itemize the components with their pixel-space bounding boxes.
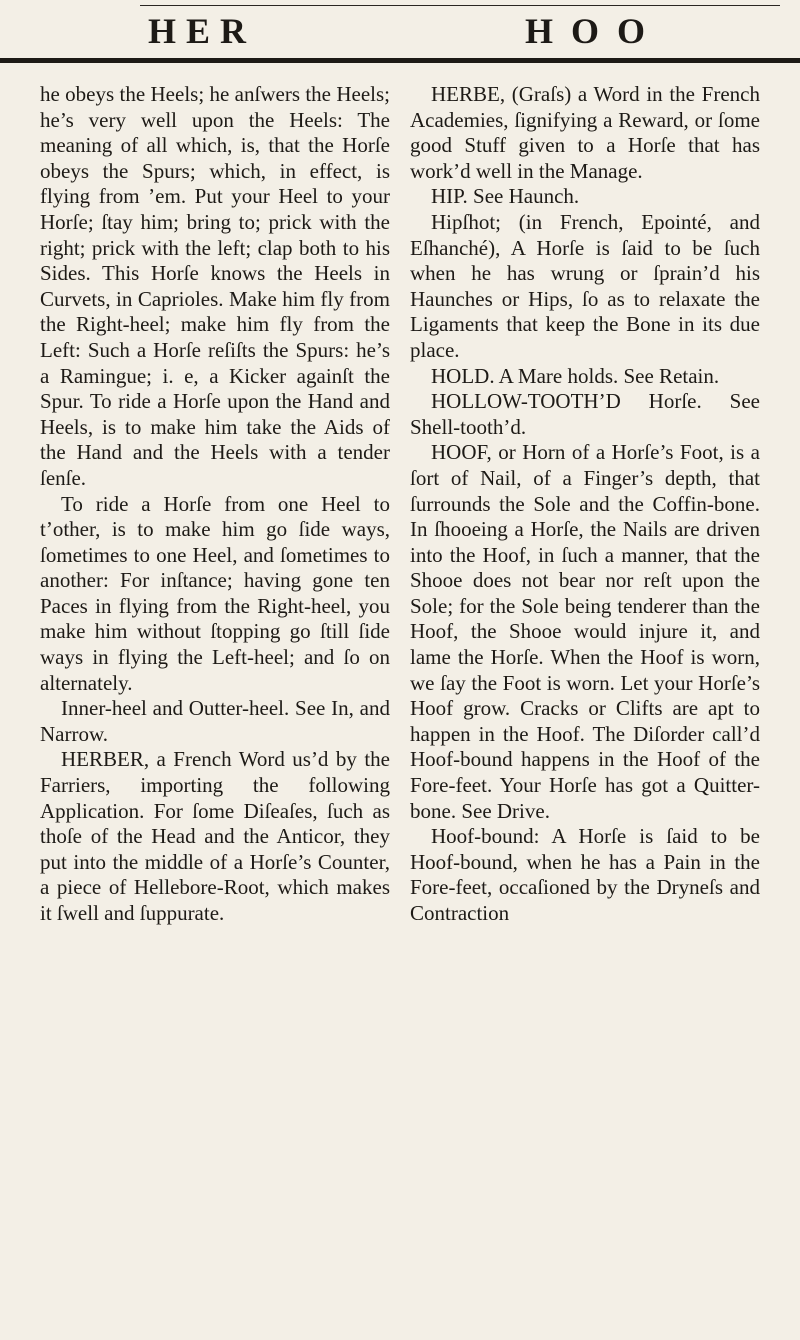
entry-hold: HOLD. A Mare holds. See Retain.: [431, 363, 720, 388]
entry-hollow-toothd: HOLLOW-TOOTH’D Horſe. See Shell-tooth’d.: [410, 389, 760, 439]
left-column: [40, 82, 390, 927]
top-border-line: [140, 5, 780, 6]
entry-herbe: HERBE, (Graſs) a Word in the French Academies, ſignifying a Reward, or ſome good Stuff given to a Horſe that has work’d well in the Manage.: [410, 82, 760, 183]
header-rule: [0, 58, 800, 63]
entry-hipshot: Hipſhot; (in French, Epointé, and Eſhanché), A Horſe is ſaid to be ſuch when he has wrung or ſprain’d his Haunches or Hips, ſo as to relaxate the Ligaments that keep the Bone in its due place.: [410, 209, 760, 362]
entry-hoof-bound: Hoof-bound: A Horſe is ſaid to be Hoof-bound, when he has a Pain in the Fore-feet, occaſioned by the Dryneſs and Contraction: [410, 824, 760, 925]
entry-heel-to-heel: To ride a Horſe from one Heel to t’other, is to make him go ſide ways, ſometimes to one Heel, and ſometimes to another: For inſtance; having gone ten Paces in flying from the Right-heel, you make him without ſtopping go ſtill ſide ways in flying the Left-heel; and ſo on alternately.: [40, 491, 390, 695]
running-head-left: HER: [148, 11, 257, 51]
entry-hoof: HOOF, or Horn of a Horſe’s Foot, is a ſort of Nail, of a Finger’s depth, that ſurrounds the Sole and the Coffin-bone. In ſhooeing a Horſe, the Nails are driven into the Hoof, in ſuch a manner, that the Shooe does not bear nor reſt upon the Sole; for the Sole being tenderer than the Hoof, the Shooe would injure it, and lame the Horſe. When the Hoof is worn, we ſay the Foot is worn. Let your Horſe’s Hoof grow. Cracks or Clifts are apt to happen in the Hoof. The Diſorder call’d Hoof-bound happens in the Hoof of the Fore-feet. Your Horſe has got a Quitter-bone. See Drive.: [410, 440, 760, 823]
entry-hip: HIP. See Haunch.: [431, 184, 580, 209]
running-head-right: HOO: [525, 11, 664, 51]
right-column: [410, 82, 760, 927]
entry-inner-heel: Inner-heel and Outter-heel. See In, and Narrow.: [40, 696, 390, 746]
entry-heels-continued: he obeys the Heels; he anſwers the Heels; he’s very well upon the Heels: The meaning of all which, is, that the Horſe obeys the Spurs; which, in effect, is flying from ’em. Put your Heel to your Horſe; ſtay him; bring to; prick with the right; prick with the left; clap both to his Sides. This Horſe knows the Heels in Curvets, in Caprioles. Make him fly from the Right-heel; make him fly from the Left: Such a Horſe reſiſts the Spurs: he’s a Ramingue; i. e, a Kicker againſt the Spur. To ride a Horſe upon the Hand and Heels, is to make him take the Aids of the Hand and the Heels with a tender ſenſe.: [40, 82, 390, 490]
entry-herber: HERBER, a French Word us’d by the Farriers, importing the following Application. For ſome Diſeaſes, ſuch as thoſe of the Head and the Anticor, they put into the middle of a Horſe’s Counter, a piece of Hellebore-Root, which makes it ſwell and ſuppurate.: [40, 747, 390, 925]
page-header: [0, 0, 800, 70]
